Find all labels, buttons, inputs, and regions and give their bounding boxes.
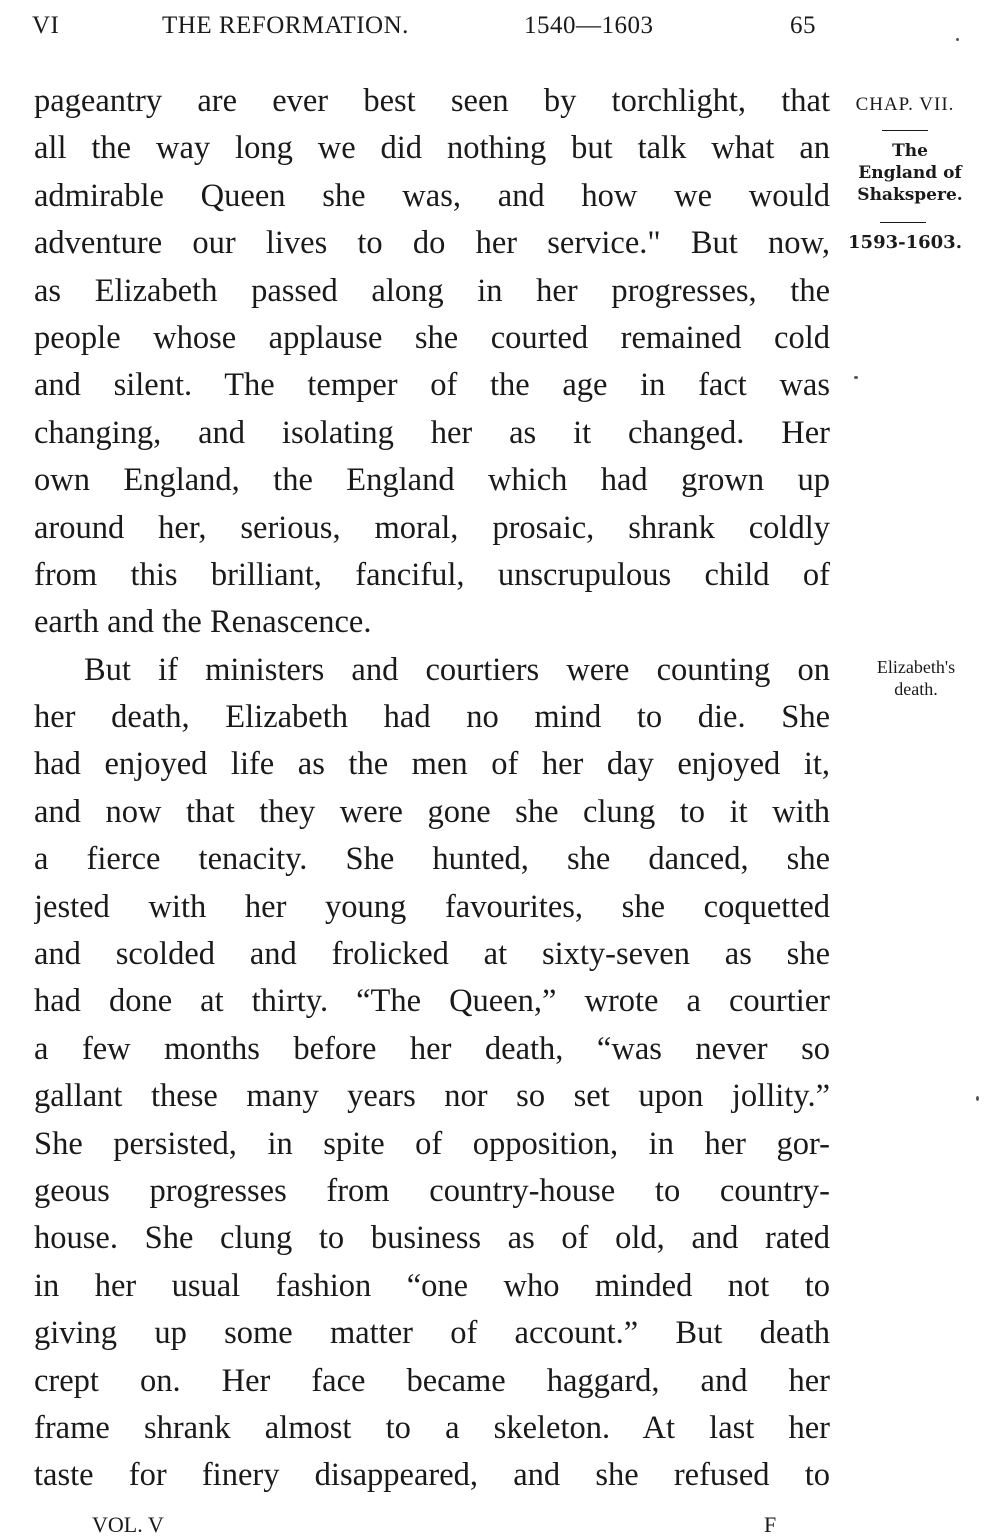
header-dates: 1540—1603 bbox=[524, 12, 654, 39]
text-line: But if ministers and courtiers were counting on bbox=[84, 651, 830, 688]
text-line: had enjoyed life as the men of her day enjoyed it, bbox=[34, 746, 830, 783]
margin-note-line: death. bbox=[894, 679, 938, 699]
scan-speck bbox=[956, 38, 959, 41]
text-line: a fierce tenacity. She hunted, she danced, she bbox=[34, 841, 830, 878]
text-line: in her usual fashion “one who minded not to bbox=[34, 1267, 830, 1304]
text-line: adventure our lives to do her service." But now, bbox=[34, 225, 830, 262]
text-line: her death, Elizabeth had no mind to die. She bbox=[34, 699, 830, 736]
footer-volume: VOL. V bbox=[92, 1512, 164, 1537]
text-line: and now that they were gone she clung to it with bbox=[34, 793, 830, 830]
text-line: and silent. The temper of the age in fact was bbox=[34, 367, 830, 404]
text-line: jested with her young favourites, she coquetted bbox=[34, 888, 830, 925]
text-line: taste for finery disappeared, and she refused to bbox=[34, 1457, 830, 1494]
text-line: pageantry are ever best seen by torchlight, that bbox=[34, 83, 830, 119]
header-chapter: VI bbox=[32, 12, 60, 39]
text-line: from this brilliant, fanciful, unscrupulous child of bbox=[34, 556, 830, 593]
scan-speck bbox=[854, 376, 858, 379]
margin-rule bbox=[882, 130, 928, 131]
text-line: and scolded and frolicked at sixty-seven as she bbox=[34, 936, 830, 973]
text-line: as Elizabeth passed along in her progresses, the bbox=[34, 272, 830, 309]
text-line: admirable Queen she was, and how we would bbox=[34, 177, 830, 214]
text-line: own England, the England which had grown up bbox=[34, 462, 830, 499]
text-line: changing, and isolating her as it changed. Her bbox=[34, 414, 830, 451]
text-line: giving up some matter of account.” But death bbox=[34, 1315, 830, 1352]
margin-rule bbox=[880, 222, 926, 223]
text-line: geous progresses from country-house to country- bbox=[34, 1172, 830, 1209]
margin-topic-line: Shakspere. bbox=[857, 185, 963, 205]
header-title: THE REFORMATION. bbox=[162, 12, 409, 39]
text-line: all the way long we did nothing but talk what an bbox=[34, 130, 830, 167]
text-line: gallant these many years nor so set upon jollity.” bbox=[34, 1078, 830, 1115]
text-line: around her, serious, moral, prosaic, shrank coldly bbox=[34, 509, 830, 546]
margin-chapter: CHAP. VII. bbox=[855, 94, 955, 115]
margin-note-line: Elizabeth's bbox=[876, 657, 956, 677]
text-line: house. She clung to business as of old, and rated bbox=[34, 1220, 830, 1257]
page-footer bbox=[0, 1512, 1000, 1537]
text-line: had done at thirty. “The Queen,” wrote a courtier bbox=[34, 983, 830, 1020]
footer-signature: F bbox=[764, 1512, 777, 1537]
margin-topic-line: The bbox=[892, 141, 928, 161]
text-line: people whose applause she courted remained cold bbox=[34, 319, 830, 356]
margin-topic-line: England of bbox=[858, 163, 962, 183]
scan-speck bbox=[976, 1096, 979, 1101]
page-number: 65 bbox=[790, 12, 816, 39]
text-line: a few months before her death, “was never so bbox=[34, 1030, 830, 1067]
margin-note-death bbox=[846, 656, 986, 700]
running-header bbox=[0, 12, 1000, 46]
text-line: earth and the Renascence. bbox=[34, 604, 372, 641]
text-line: crept on. Her face became haggard, and her bbox=[34, 1362, 830, 1399]
margin-topic bbox=[840, 140, 980, 206]
text-line: She persisted, in spite of opposition, in her gor- bbox=[34, 1125, 830, 1162]
body-text bbox=[34, 78, 830, 1500]
text-line: frame shrank almost to a skeleton. At last her bbox=[34, 1409, 830, 1446]
margin-years: 1593-1603. bbox=[848, 232, 962, 253]
